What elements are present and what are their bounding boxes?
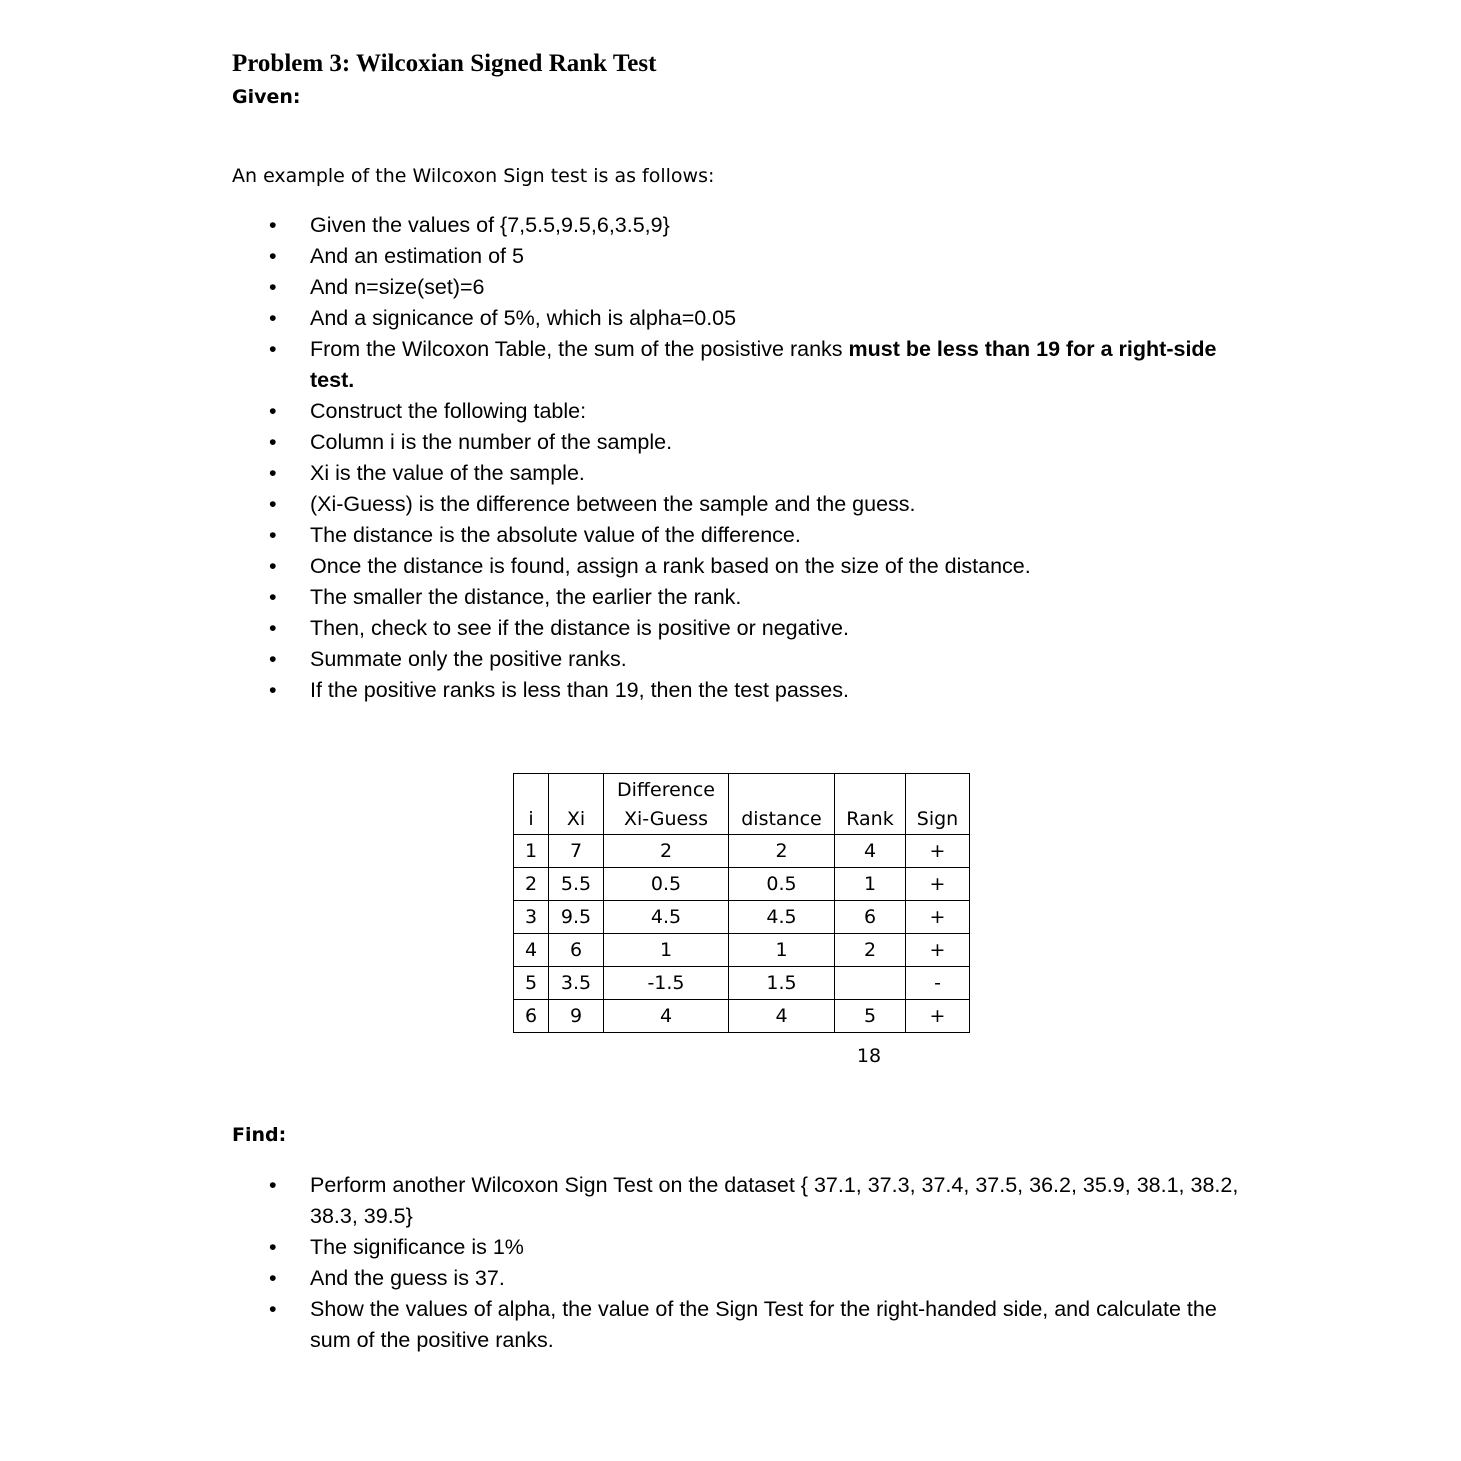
given-label: Given: (232, 86, 301, 108)
cell-sign: + (906, 1000, 970, 1033)
cell-rank: 2 (835, 934, 906, 967)
example-table (513, 773, 970, 1033)
list-item (0, 582, 1240, 613)
table-row (514, 901, 970, 934)
table-header-row (514, 774, 970, 835)
list-item (0, 489, 1240, 520)
list-item (0, 1263, 1240, 1294)
list-item-text: Construct the following table: (310, 399, 587, 423)
list-item (0, 241, 1240, 272)
list-item-text: The smaller the distance, the earlier the rank. (310, 585, 742, 609)
header-rank: Rank (835, 774, 906, 835)
cell-xi: 6 (549, 934, 604, 967)
bullet-icon: • (269, 523, 277, 547)
bullet-icon: • (269, 1235, 277, 1259)
list-item-text: And the guess is 37. (310, 1266, 505, 1290)
list-item (0, 1170, 1240, 1232)
cell-distance: 1 (729, 934, 835, 967)
cell-distance: 0.5 (729, 868, 835, 901)
list-item-emphasis: must be less than 19 for a right-side test. (310, 337, 1217, 392)
bullet-icon: • (269, 492, 277, 516)
page-title: Problem 3: Wilcoxian Signed Rank Test (232, 50, 657, 77)
cell-sign: + (906, 868, 970, 901)
bullet-icon: • (269, 244, 277, 268)
list-item-text: Perform another Wilcoxon Sign Test on the dataset { 37.1, 37.3, 37.4, 37.5, 36.2, 35.9, 38.1, 38.2, 38.3, 39.5} (310, 1173, 1239, 1228)
cell-difference: 4.5 (604, 901, 729, 934)
cell-rank: 5 (835, 1000, 906, 1033)
list-item-text: If the positive ranks is less than 19, then the test passes. (310, 678, 849, 702)
cell-i: 2 (514, 868, 549, 901)
list-item (0, 427, 1240, 458)
bullet-icon: • (269, 275, 277, 299)
cell-i: 3 (514, 901, 549, 934)
table-row (514, 835, 970, 868)
cell-difference: 0.5 (604, 868, 729, 901)
cell-xi: 9 (549, 1000, 604, 1033)
cell-i: 4 (514, 934, 549, 967)
list-item-text: Xi is the value of the sample. (310, 461, 585, 485)
header-i: i (514, 774, 549, 835)
list-item-text: And a signicance of 5%, which is alpha=0.05 (310, 306, 737, 330)
table-body (514, 835, 970, 1033)
cell-xi: 7 (549, 835, 604, 868)
list-item (0, 1232, 1240, 1263)
list-item-text: Then, check to see if the distance is positive or negative. (310, 616, 849, 640)
list-item-text: Once the distance is found, assign a rank based on the size of the distance. (310, 554, 1031, 578)
bullet-icon: • (269, 430, 277, 454)
cell-sign: + (906, 835, 970, 868)
bullet-icon: • (269, 337, 277, 361)
cell-sign: + (906, 901, 970, 934)
cell-i: 1 (514, 835, 549, 868)
table-row (514, 967, 970, 1000)
cell-difference: 4 (604, 1000, 729, 1033)
table-row (514, 934, 970, 967)
cell-sign: - (906, 967, 970, 1000)
cell-i: 6 (514, 1000, 549, 1033)
bullet-icon: • (269, 647, 277, 671)
cell-rank (835, 967, 906, 1000)
find-label: Find: (232, 1124, 287, 1146)
list-item (0, 644, 1240, 675)
list-item (0, 551, 1240, 582)
bullet-icon: • (269, 585, 277, 609)
list-item (0, 1294, 1240, 1356)
list-item (0, 520, 1240, 551)
cell-difference: 1 (604, 934, 729, 967)
bullet-icon: • (269, 399, 277, 423)
rank-sum: 18 (856, 1045, 882, 1067)
list-item-text: And n=size(set)=6 (310, 275, 485, 299)
cell-distance: 4.5 (729, 901, 835, 934)
table-row (514, 1000, 970, 1033)
list-item-text: The significance is 1% (310, 1235, 524, 1259)
bullet-icon: • (269, 461, 277, 485)
bullet-icon: • (269, 616, 277, 640)
list-item-text: (Xi-Guess) is the difference between the sample and the guess. (310, 492, 916, 516)
list-item-text: And an estimation of 5 (310, 244, 524, 268)
find-list (0, 1170, 1240, 1356)
list-item-text: Given the values of {7,5.5,9.5,6,3.5,9} (310, 213, 670, 237)
header-difference-line1: Difference (617, 779, 715, 801)
header-distance: distance (729, 774, 835, 835)
cell-xi: 3.5 (549, 967, 604, 1000)
header-difference (604, 774, 729, 835)
cell-distance: 1.5 (729, 967, 835, 1000)
list-item (0, 675, 1240, 706)
bullet-icon: • (269, 306, 277, 330)
intro-text: An example of the Wilcoxon Sign test is as follows: (232, 165, 715, 187)
list-item-text: From the Wilcoxon Table, the sum of the posistive ranks (310, 337, 849, 361)
list-item-text: Show the values of alpha, the value of the Sign Test for the right-handed side, and calculate the sum of the positive ranks. (310, 1297, 1217, 1352)
list-item (0, 272, 1240, 303)
bullet-icon: • (269, 554, 277, 578)
header-xi: Xi (549, 774, 604, 835)
bullet-icon: • (269, 1266, 277, 1290)
cell-i: 5 (514, 967, 549, 1000)
cell-sign: + (906, 934, 970, 967)
bullet-icon: • (269, 1297, 277, 1321)
cell-distance: 2 (729, 835, 835, 868)
list-item (0, 210, 1240, 241)
cell-rank: 4 (835, 835, 906, 868)
bullet-icon: • (269, 213, 277, 237)
cell-distance: 4 (729, 1000, 835, 1033)
list-item-text: The distance is the absolute value of the difference. (310, 523, 801, 547)
cell-rank: 1 (835, 868, 906, 901)
cell-xi: 5.5 (549, 868, 604, 901)
list-item (0, 303, 1240, 334)
header-difference-line2: Xi-Guess (623, 808, 709, 830)
bullet-icon: • (269, 1173, 277, 1197)
cell-difference: -1.5 (604, 967, 729, 1000)
list-item-text: Summate only the positive ranks. (310, 647, 627, 671)
given-list (0, 210, 1240, 706)
list-item (0, 458, 1240, 489)
list-item (0, 334, 1240, 396)
cell-xi: 9.5 (549, 901, 604, 934)
header-sign: Sign (906, 774, 970, 835)
list-item (0, 396, 1240, 427)
bullet-icon: • (269, 678, 277, 702)
cell-difference: 2 (604, 835, 729, 868)
cell-rank: 6 (835, 901, 906, 934)
list-item (0, 613, 1240, 644)
list-item-text: Column i is the number of the sample. (310, 430, 673, 454)
table-row (514, 868, 970, 901)
